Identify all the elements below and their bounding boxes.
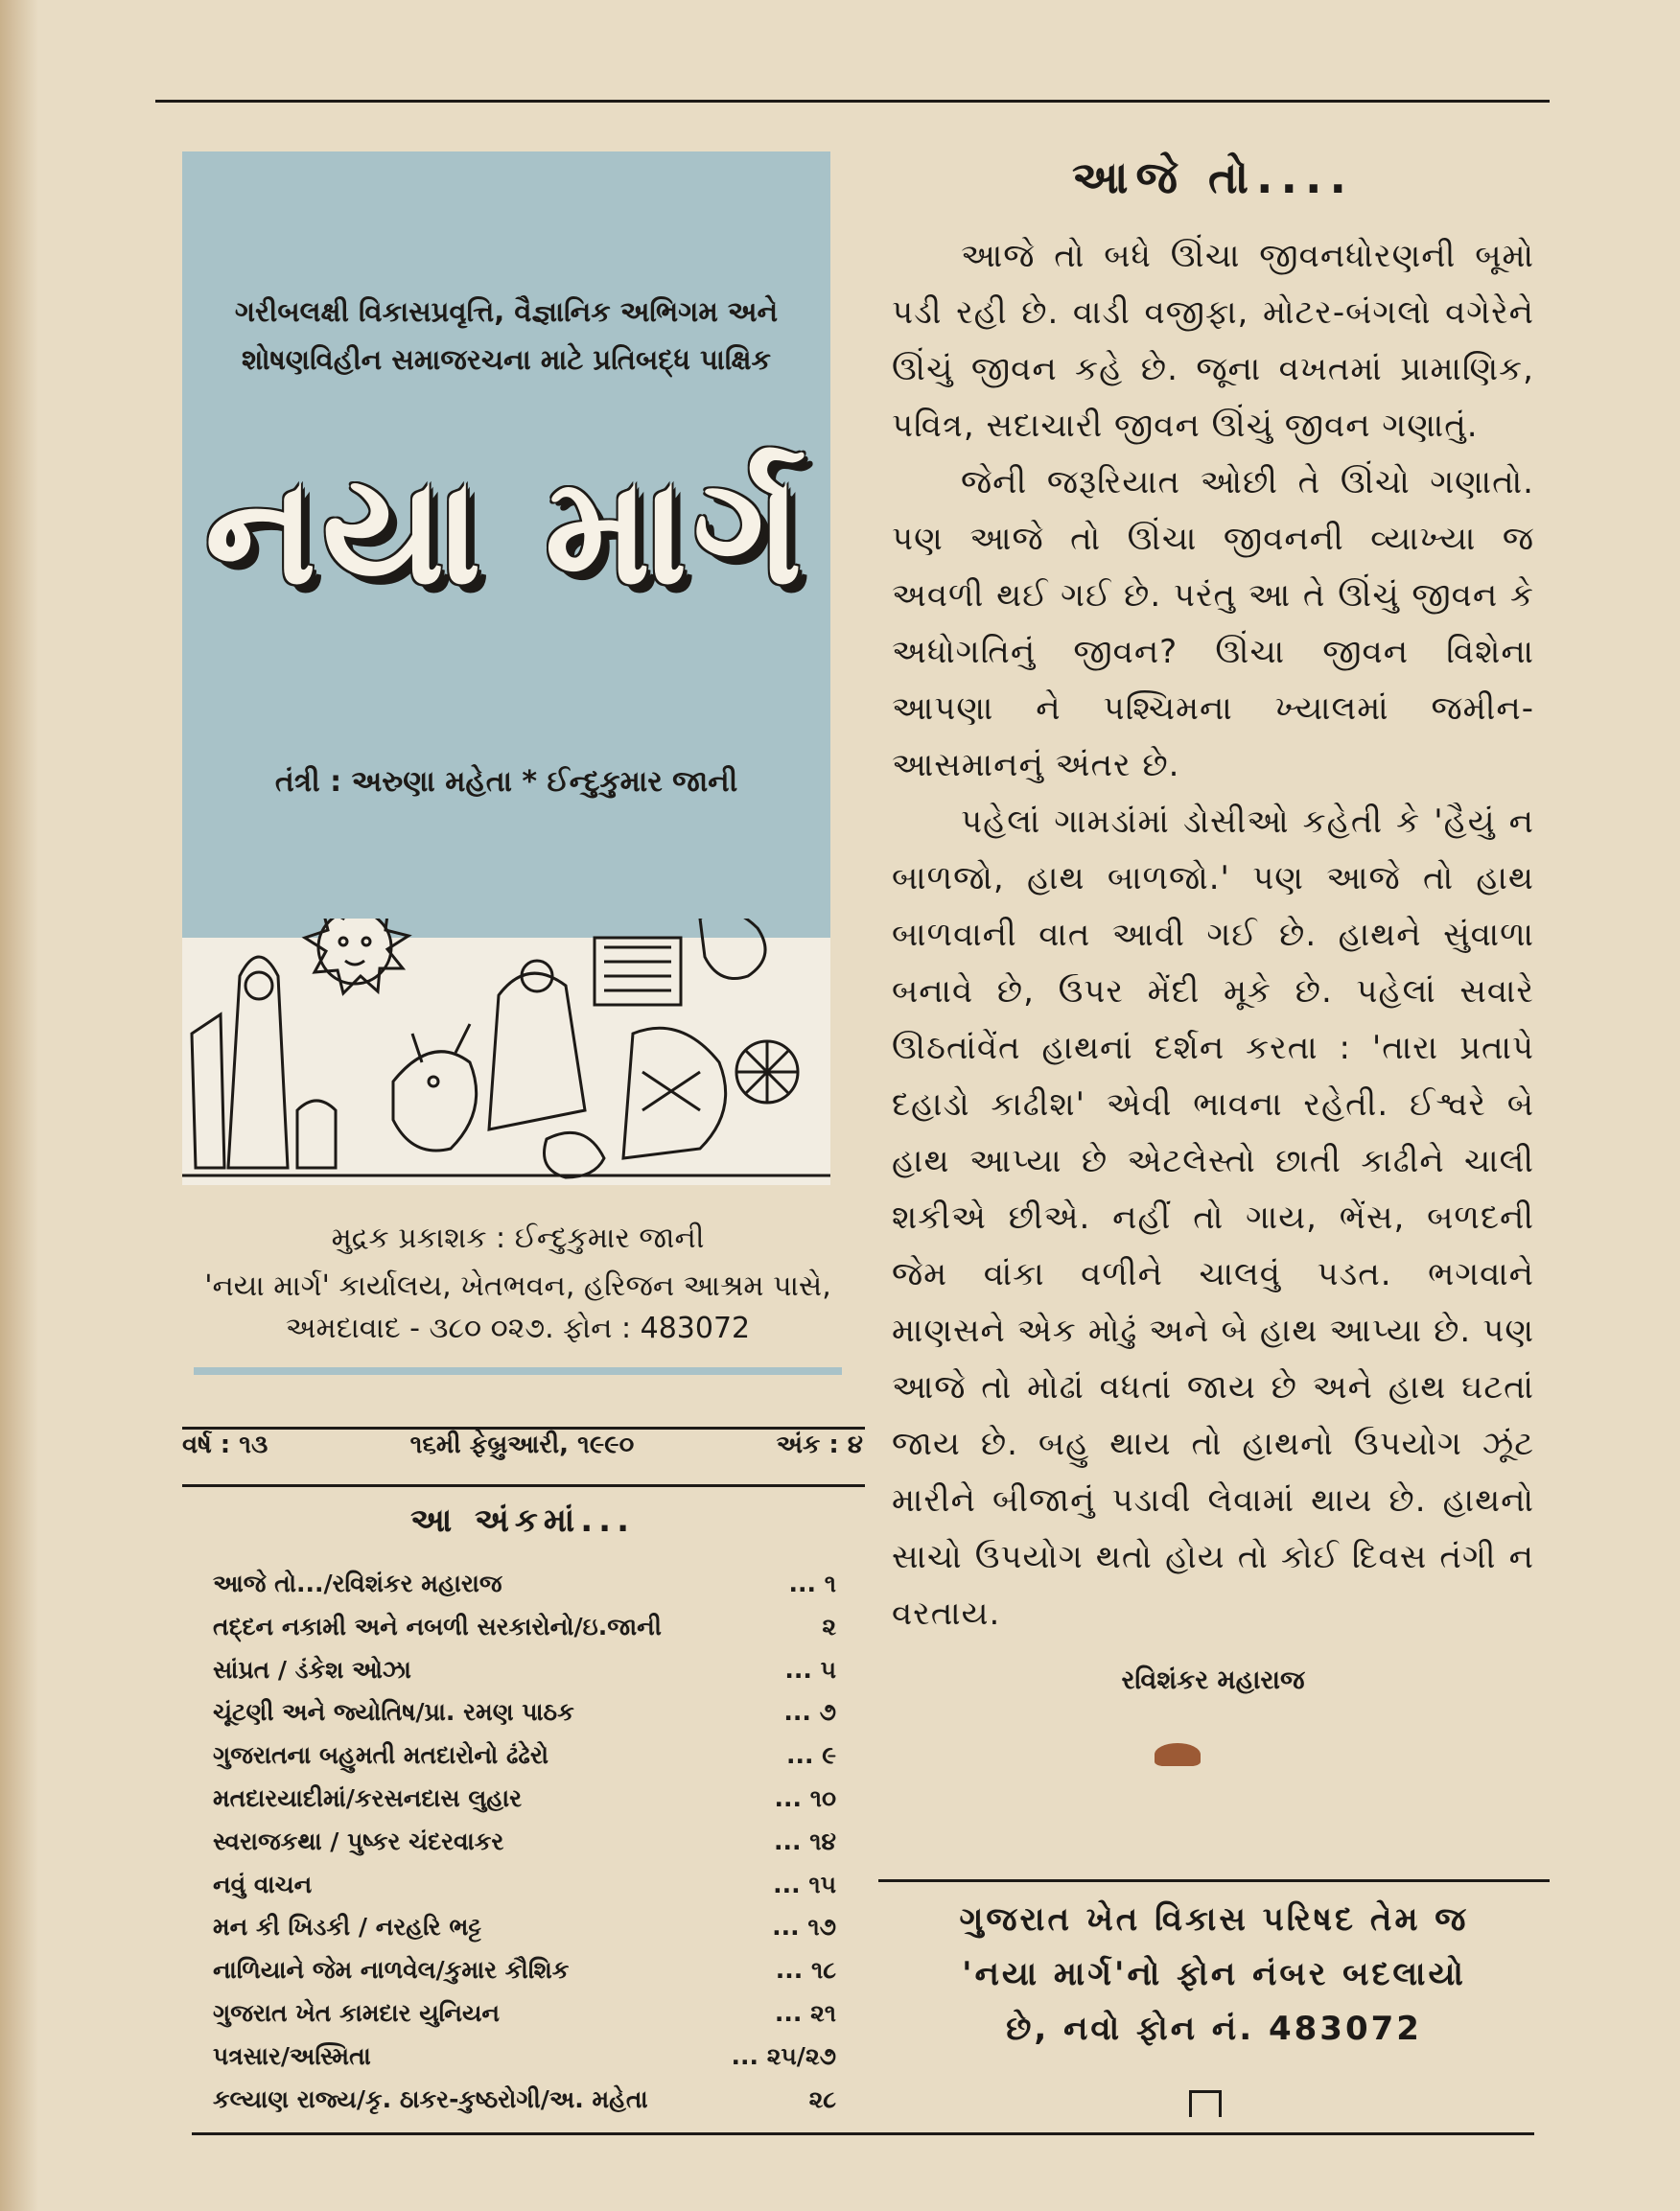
article-paragraph: આજે તો બધે ઊંચા જીવનધોરણની બૂમો પડી રહી છે. વાડી વજીફા, મોટર-બંગલો વગેરેને ઊંચું જીવન કહે છે. જૂના વખતમાં પ્રામાણિક, પવિત્ર, સદાચારી જીવન ઊંચું જીવન ગણાતું. <box>892 237 1534 445</box>
masthead: નયા માર્ગ <box>204 443 808 617</box>
cover-panel <box>182 151 830 1185</box>
toc-item-title: સ્વરાજકથા / પુષ્કર ચંદરવાકર <box>213 1827 504 1855</box>
folk-art-illustration <box>182 919 830 1185</box>
toc-item <box>213 1649 836 1692</box>
toc-item-page: ... ૧૦ <box>774 1783 836 1812</box>
toc-item <box>213 1864 836 1907</box>
toc-item-page: ... ૧૭ <box>772 1913 836 1942</box>
toc-item-page: ... ૧૪ <box>774 1827 836 1855</box>
publisher-line-2: 'નયા માર્ગ' કાર્યાલય, ખેતભવન, હરિજન આશ્રમ પાસે, <box>204 1269 831 1303</box>
bottom-rule <box>192 2132 1534 2135</box>
blue-divider <box>194 1367 842 1375</box>
ink-stain <box>1155 1743 1201 1766</box>
toc-item-page: ... ૯ <box>786 1741 836 1770</box>
notice-line-2: 'નયા માર્ગ'નો ફોન નંબર બદલાયો <box>962 1955 1466 1993</box>
issue-year: વર્ષ : ૧૩ <box>182 1431 268 1459</box>
toc-item <box>213 2036 836 2079</box>
issue-rule-bottom <box>182 1484 865 1487</box>
phone-change-notice <box>878 1893 1550 2057</box>
toc-item <box>213 1734 836 1778</box>
toc-item <box>213 1906 836 1949</box>
article-paragraph: પહેલાં ગામડાંમાં ડોસીઓ કહેતી કે 'હૈયું ન બાળજો, હાથ બાળજો.' પણ આજે તો હાથ બાળવાની વાત આવી ગઈ છે. હાથને સુંવાળા બનાવે છે, ઉપર મેંદી મૂકે છે. પહેલાં સવારે ઊઠતાંવેંત હાથનાં દર્શન કરતા : 'તારા પ્રતાપે દહાડો કાઢીશ' એવી ભાવના રહેતી. ઈશ્વરે બે હાથ આપ્યા છે એટલેસ્તો છાતી કાઢીને ચાલી શકીએ છીએ. નહીં તો ગાય, ભેંસ, બળદની જેમ વાંકા વળીને ચાલવું પડત. ભગવાને માણસને એક મોઢું અને બે હાથ આપ્યા છે. પણ આજે તો મોઢાં વધતાં જાય છે અને હાથ ઘટતાં જાય છે. બહુ થાય તો હાથનો ઉપયોગ ઝૂંટ મારીને બીજાનું પડાવી લેવામાં થાય છે. હાથનો સાચો ઉપયોગ થતો હોય તો કોઈ દિવસ તંગી ન વરતાય. <box>892 803 1534 1633</box>
toc-item <box>213 1949 836 1992</box>
notice-line-3: છે, નવો ફોન નં. 483072 <box>1006 2010 1422 2048</box>
toc-item-title: કલ્યાણ રાજ્ય/કૃ. ઠાકર-કુષ્ઠરોગી/અ. મહેતા <box>213 2084 648 2113</box>
cover-tagline-1: ગરીબલક્ષી વિકાસપ્રવૃત્તિ, વૈજ્ઞાનિક અભિગમ અને <box>234 295 779 328</box>
cover-editors: તંત્રી : અરુણા મહેતા * ઈન્દુકુમાર જાની <box>274 765 738 799</box>
top-rule <box>155 100 1550 103</box>
toc-item-title: નવું વાચન <box>213 1870 313 1898</box>
toc-item-title: મન કી ખિડકી / નરહરિ ભટ્ટ <box>213 1913 481 1942</box>
page-mark <box>1189 2090 1222 2117</box>
lead-article <box>892 151 1534 1696</box>
toc-item-title: ગુજરાતના બહુમતી મતદારોનો ઢંઢેરો <box>213 1741 549 1770</box>
table-of-contents <box>213 1563 836 2121</box>
toc-item-page: ... ૧૫ <box>773 1870 836 1898</box>
article-paragraph: જેની જરૂરિયાત ઓછી તે ઊંચો ગણાતો. પણ આજે તો ઊંચા જીવનની વ્યાખ્યા જ અવળી થઈ ગઈ છે. પરંતુ આ તે ઊંચું જીવન કે અધોગતિનું જીવન? ઊંચા જીવન વિશેના આપણા ને પશ્ચિમના ખ્યાલમાં જમીન-આસમાનનું અંતર છે. <box>892 463 1534 784</box>
issue-number: અંક : ૪ <box>776 1431 863 1459</box>
publisher-line-1: મુદ્રક પ્રકાશક : ઈન્દુકુમાર જાની <box>331 1222 705 1255</box>
toc-item <box>213 1778 836 1821</box>
toc-item-page: ... ૨૧ <box>774 1998 836 2027</box>
toc-item-title: તદ્દન નકામી અને નબળી સરકારોનો/ઇ.જાની <box>213 1612 662 1641</box>
toc-item <box>213 1563 836 1606</box>
publisher-line-3: અમદાવાદ - ૩૮૦ ૦૨૭. ફોન : 483072 <box>285 1312 751 1345</box>
cover-tagline-2: શોષણવિહીન સમાજરચના માટે પ્રતિબદ્ધ પાક્ષિક <box>241 343 771 376</box>
toc-item-title: ગુજરાત ખેત કામદાર યુનિયન <box>213 1998 501 2027</box>
notice-rule-top <box>878 1879 1550 1882</box>
toc-item <box>213 1606 836 1649</box>
toc-item-page: ૨ <box>822 1612 836 1641</box>
toc-item-page: ... ૫ <box>784 1655 836 1684</box>
toc-item <box>213 2079 836 2122</box>
article-title: આજે તો.... <box>1072 151 1354 203</box>
issue-rule-top <box>182 1427 865 1430</box>
toc-item <box>213 1821 836 1864</box>
issue-date: ૧૬મી ફેબ્રુઆરી, ૧૯૯૦ <box>409 1431 635 1459</box>
toc-item-title: ચૂંટણી અને જ્યોતિષ/પ્રા. રમણ પાઠક <box>213 1698 574 1727</box>
toc-item-page: ... ૧૮ <box>775 1956 836 1985</box>
toc-item-title: મતદારયાદીમાં/કરસનદાસ લુહાર <box>213 1783 523 1812</box>
toc-item-title: નાળિયાને જેમ નાળવેલ/કુમાર કૌશિક <box>213 1956 570 1985</box>
notice-line-1: ગુજરાત ખેત વિકાસ પરિષદ તેમ જ <box>959 1900 1469 1939</box>
toc-item-page: ... ૨૫/૨૭ <box>731 2041 836 2070</box>
toc-item-page: ૨૮ <box>808 2084 836 2113</box>
toc-item-page: ... ૧ <box>788 1570 836 1597</box>
toc-item-title: પત્રસાર/અસ્મિતા <box>213 2041 371 2070</box>
toc-item <box>213 1992 836 2036</box>
toc-title: આ અંકમાં... <box>409 1501 636 1540</box>
article-signature: રવિશંકર મહારાજ <box>1121 1665 1305 1695</box>
issue-info-bar <box>182 1431 863 1460</box>
page-edge-shadow <box>0 0 38 2211</box>
toc-item <box>213 1691 836 1734</box>
toc-item-title: સાંપ્રત / ડંકેશ ઓઝા <box>213 1655 411 1684</box>
toc-item-page: ... ૭ <box>783 1698 836 1727</box>
toc-item-title: આજે તો.../રવિશંકર મહારાજ <box>213 1570 502 1597</box>
